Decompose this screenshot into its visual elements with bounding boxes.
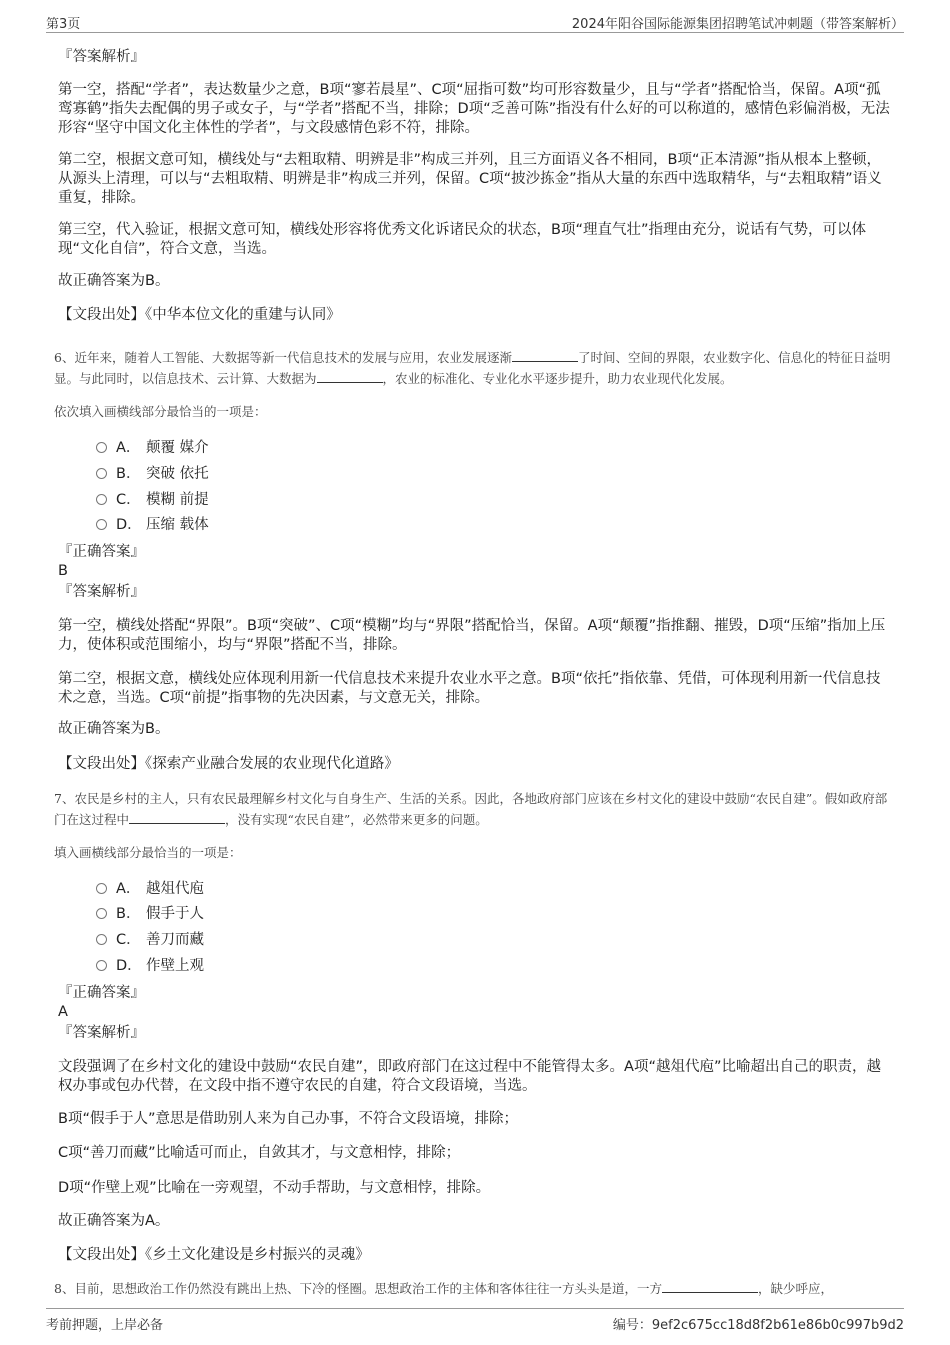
radio-icon — [96, 442, 107, 453]
analysis-paragraph: 第一空，横线处搭配“界限”。B项“突破”、C项“模糊”均与“界限”搭配恰当，保留。A项“颠覆”指推翻、摧毁，D项“压缩”指加上压力，使体积或范围缩小，均与“界限”搭配不当，排除。 — [58, 618, 886, 653]
option-c[interactable]: C． 模糊 前提 — [96, 490, 209, 510]
question-stem: 7、农民是乡村的主人，只有农民最理解乡村文化与自身生产、生活的关系。因此，各地政府部门应该在乡村文化的建设中鼓励“农民自建”。假如政府部门在这过程中 ，没有实现“农民自建”，必然带来更多的问题。 — [54, 791, 888, 827]
fill-blank — [662, 1279, 758, 1293]
option-b[interactable]: B． 突破 依托 — [96, 464, 209, 484]
radio-icon — [96, 908, 107, 919]
document-title: 2024年阳谷国际能源集团招聘笔试冲刺题（带答案解析） — [571, 17, 904, 32]
question-stem: 8、目前，思想政治工作仍然没有跳出上热、下冷的怪圈。思想政治工作的主体和客体往往一方头头是道，一方 ，缺少呼应， — [54, 1281, 833, 1296]
passage-source: 【文段出处】《乡土文化建设是乡村振兴的灵魂》 — [58, 1247, 370, 1263]
passage-source: 【文段出处】《探索产业融合发展的农业现代化道路》 — [58, 756, 399, 772]
radio-icon — [96, 519, 107, 530]
question-stem: 6、近年来，随着人工智能、大数据等新一代信息技术的发展与应用，农业发展逐渐 了时间、空间的界限，农业数字化、信息化的特征日益明显。与此同时，以信息技术、云计算、大数据为 ，农业的标准化、专业化水平逐步提升，助力农业现代化发展。 — [54, 350, 891, 386]
analysis-heading: 『答案解析』 — [58, 49, 145, 65]
radio-icon — [96, 883, 107, 894]
answer-conclusion: 故正确答案为B。 — [58, 273, 170, 289]
option-d[interactable]: D． 压缩 载体 — [96, 515, 209, 535]
page-footer — [46, 1308, 904, 1333]
analysis-paragraph: B项“假手于人”意思是借助别人来为自己办事，不符合文段语境，排除； — [58, 1111, 518, 1127]
radio-icon — [96, 494, 107, 505]
footer-slogan: 考前押题，上岸必备 — [46, 1318, 164, 1333]
correct-answer: A — [58, 1004, 68, 1020]
correct-answer-heading: 『正确答案』 — [58, 985, 145, 1001]
passage-source: 【文段出处】《中华本位文化的重建与认同》 — [58, 307, 341, 323]
analysis-paragraph: 第三空，代入验证，根据文意可知，横线处形容将优秀文化诉诸民众的状态，B项“理直气壮”指理由充分，说话有气势，可以体现“文化自信”，符合文意，当选。 — [58, 222, 866, 257]
question-prompt: 填入画横线部分最恰当的一项是： — [54, 845, 242, 860]
radio-icon — [96, 934, 107, 945]
fill-blank — [317, 369, 383, 383]
analysis-paragraph: 文段强调了在乡村文化的建设中鼓励“农民自建”，即政府部门在这过程中不能管得太多。A项“越俎代庖”比喻超出自己的职责，越权办事或包办代替，在文段中指不遵守农民的自建，符合文段语境，当选。 — [58, 1059, 881, 1094]
analysis-heading: 『答案解析』 — [58, 1025, 145, 1041]
option-a[interactable]: A． 颠覆 媒介 — [96, 438, 209, 458]
fill-blank — [129, 810, 225, 824]
radio-icon — [96, 468, 107, 479]
question-prompt: 依次填入画横线部分最恰当的一项是： — [54, 404, 267, 419]
correct-answer-heading: 『正确答案』 — [58, 544, 145, 560]
option-b[interactable]: B． 假手于人 — [96, 904, 204, 924]
answer-conclusion: 故正确答案为B。 — [58, 721, 170, 737]
correct-answer: B — [58, 563, 68, 579]
answer-conclusion: 故正确答案为A。 — [58, 1213, 170, 1229]
radio-icon — [96, 960, 107, 971]
option-d[interactable]: D． 作壁上观 — [96, 956, 204, 976]
analysis-heading: 『答案解析』 — [58, 584, 145, 600]
option-c[interactable]: C． 善刀而藏 — [96, 930, 204, 950]
option-a[interactable]: A． 越俎代庖 — [96, 879, 204, 899]
analysis-paragraph: 第一空，搭配“学者”，表达数量少之意，B项“寥若晨星”、C项“屈指可数”均可形容数量少，且与“学者”搭配恰当，保留。A项“孤鸾寡鹤”指失去配偶的男子或女子，与“学者”搭配不当，排除；D项“乏善可陈”指没有什么好的可以称道的，感情色彩偏消极，无法形容“坚守中国文化主体性的学者”，与文段感情色彩不符，排除。 — [58, 82, 890, 136]
analysis-paragraph: D项“作壁上观”比喻在一旁观望，不动手帮助，与文意相悖，排除。 — [58, 1180, 491, 1196]
page-header — [46, 10, 904, 33]
document-code: 编号：9ef2c675cc18d8f2b61e86b0c997b9d2 — [612, 1318, 904, 1333]
fill-blank — [512, 348, 578, 362]
page-number: 第3页 — [46, 17, 81, 32]
analysis-paragraph: 第二空，根据文意，横线处应体现利用新一代信息技术来提升农业水平之意。B项“依托”指依靠、凭借，可体现利用新一代信息技术之意，当选。C项“前提”指事物的先决因素，与文意无关，排除。 — [58, 671, 881, 706]
analysis-paragraph: C项“善刀而藏”比喻适可而止，自敛其才，与文意相悖，排除； — [58, 1145, 461, 1161]
analysis-paragraph: 第二空，根据文意可知，横线处与“去粗取精、明辨是非”构成三并列，且三方面语义各不相同，B项“正本清源”指从根本上整顿，从源头上清理，可以与“去粗取精、明辨是非”构成三并列，保留。C项“披沙拣金”指从大量的东西中选取精华，与“去粗取精”语义重复，排除。 — [58, 152, 882, 206]
